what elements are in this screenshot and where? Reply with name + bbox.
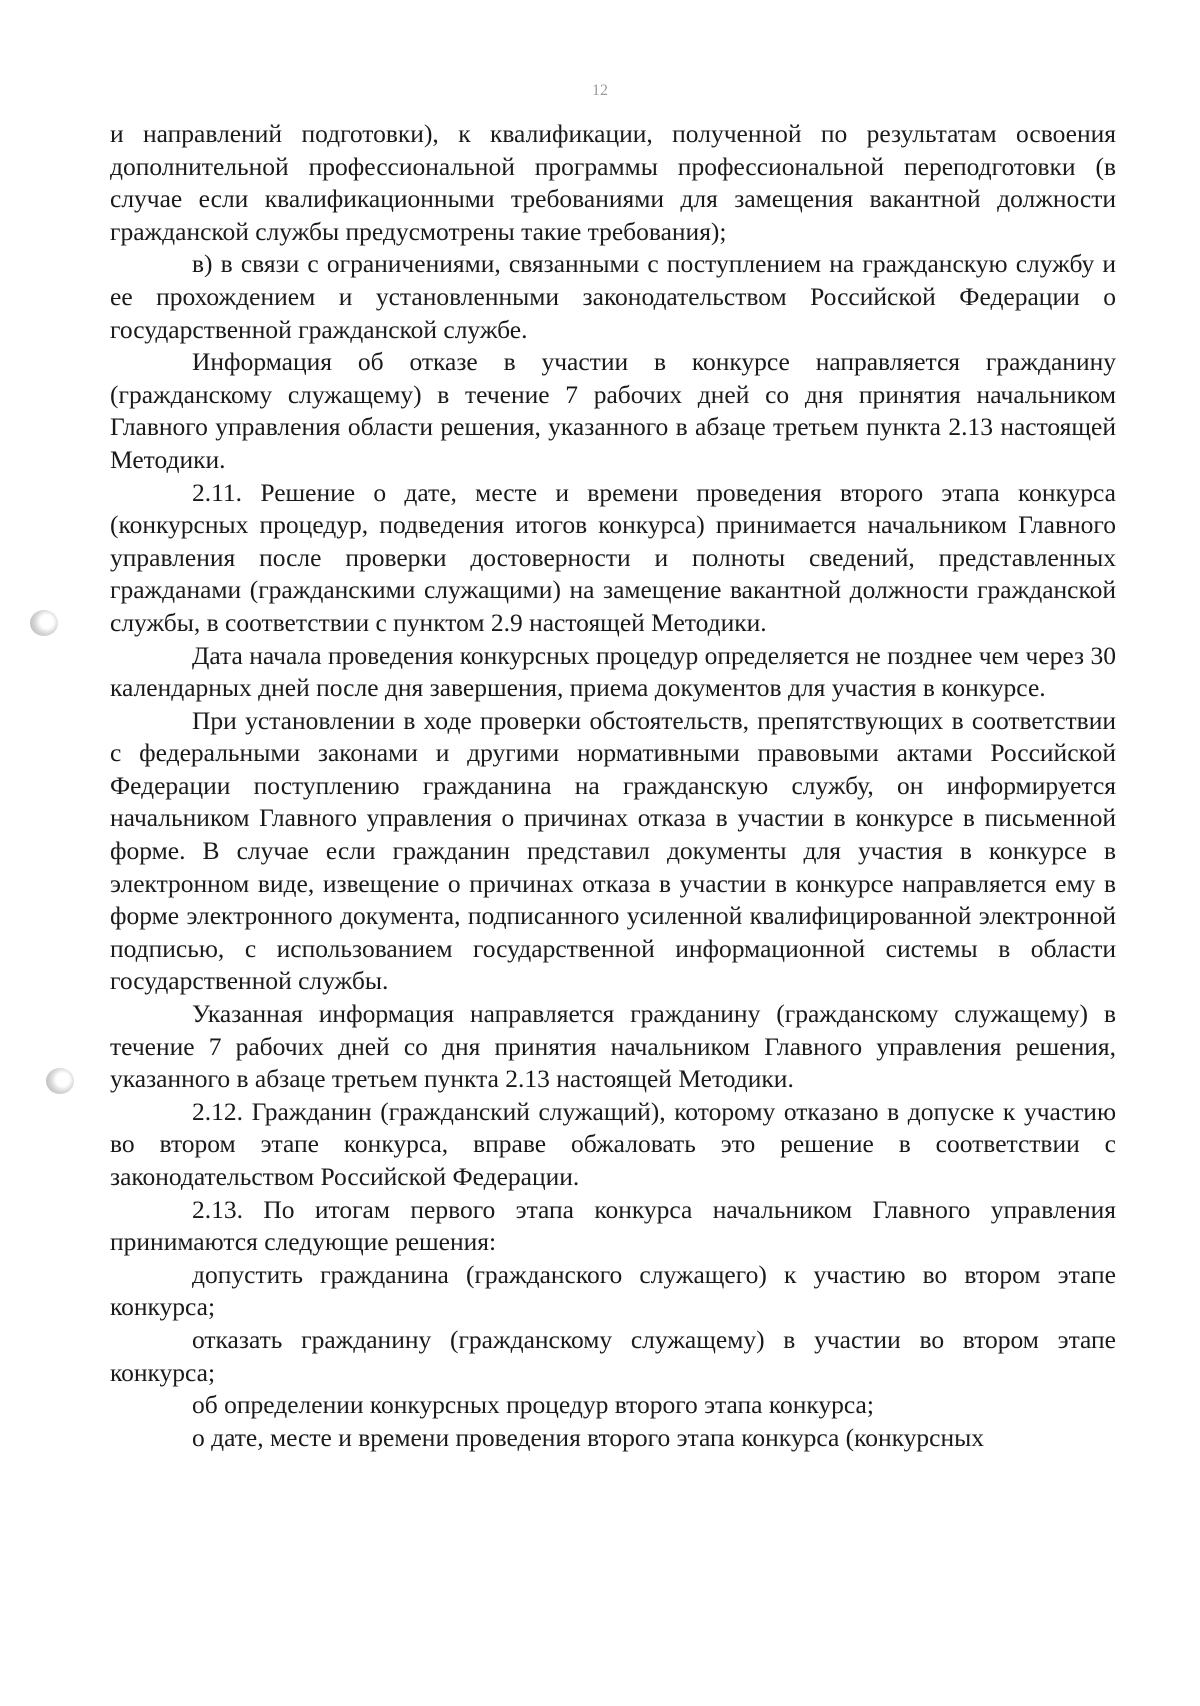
paragraph: и направлений подготовки), к квалификации, полученной по результатам освоения дополнительной профессиональной программы профессиональной переподготовки (в случае если квалификационными требованиями для замещения вакантной должности гражданской службы предусмотрены такие требования);	[110, 119, 1116, 246]
list-item: о дате, месте и времени проведения второго этапа конкурса (конкурсных	[192, 1422, 985, 1452]
paragraph: 2.13. По итогам первого этапа конкурса начальником Главного управления принимаются следующие решения:	[110, 1194, 1116, 1257]
punch-hole-mark	[30, 610, 58, 636]
document-body	[110, 118, 1116, 1454]
list-item: отказать гражданину (гражданскому служащему) в участии во втором этапе конкурса;	[110, 1324, 1116, 1387]
paragraph: 2.11. Решение о дате, месте и времени проведения второго этапа конкурса (конкурсных процедур, подведения итогов конкурса) принимается начальником Главного управления после проверки достоверности и полноты сведений, представленных гражданами (гражданскими служащими) на замещение вакантной должности гражданской службы, в соответствии с пунктом 2.9 настоящей Методики.	[110, 477, 1116, 637]
paragraph: 2.12. Гражданин (гражданский служащий), которому отказано в допуске к участию во втором этапе конкурса, вправе обжаловать это решение в соответствии с законодательством Российской Федерации.	[110, 1096, 1116, 1191]
paragraph: в) в связи с ограничениями, связанными с поступлением на гражданскую службу и ее прохождением и установленными законодательством Российской Федерации о государственной гражданской службе.	[110, 249, 1116, 344]
paragraph: Информация об отказе в участии в конкурсе направляется гражданину (гражданскому служащему) в течение 7 рабочих дней со дня принятия начальником Главного управления области решения, указанного в абзаце третьем пункта 2.13 настоящей Методики.	[110, 347, 1116, 474]
page-number: 12	[592, 82, 608, 99]
paragraph: Указанная информация направляется гражданину (гражданскому служащему) в течение 7 рабочих дней со дня принятия начальником Главного управления решения, указанного в абзаце третьем пункта 2.13 настоящей Методики.	[110, 999, 1116, 1094]
list-item: об определении конкурсных процедур второго этапа конкурса;	[192, 1390, 874, 1420]
paragraph: При установлении в ходе проверки обстоятельств, препятствующих в соответствии с федеральными законами и другими нормативными правовыми актами Российской Федерации поступлению гражданина на гражданскую службу, он информируется начальником Главного управления о причинах отказа в участии в конкурсе в письменной форме. В случае если гражданин представил документы для участия в конкурсе в электронном виде, извещение о причинах отказа в участии в конкурсе направляется ему в форме электронного документа, подписанного усиленной квалифицированной электронной подписью, с использованием государственной информационной системы в области государственной службы.	[110, 705, 1116, 996]
punch-hole-mark	[46, 1068, 74, 1094]
list-item: допустить гражданина (гражданского служащего) к участию во втором этапе конкурса;	[110, 1259, 1116, 1322]
paragraph: Дата начала проведения конкурсных процедур определяется не позднее чем через 30 календарных дней после дня завершения, приема документов для участия в конкурсе.	[110, 640, 1116, 703]
